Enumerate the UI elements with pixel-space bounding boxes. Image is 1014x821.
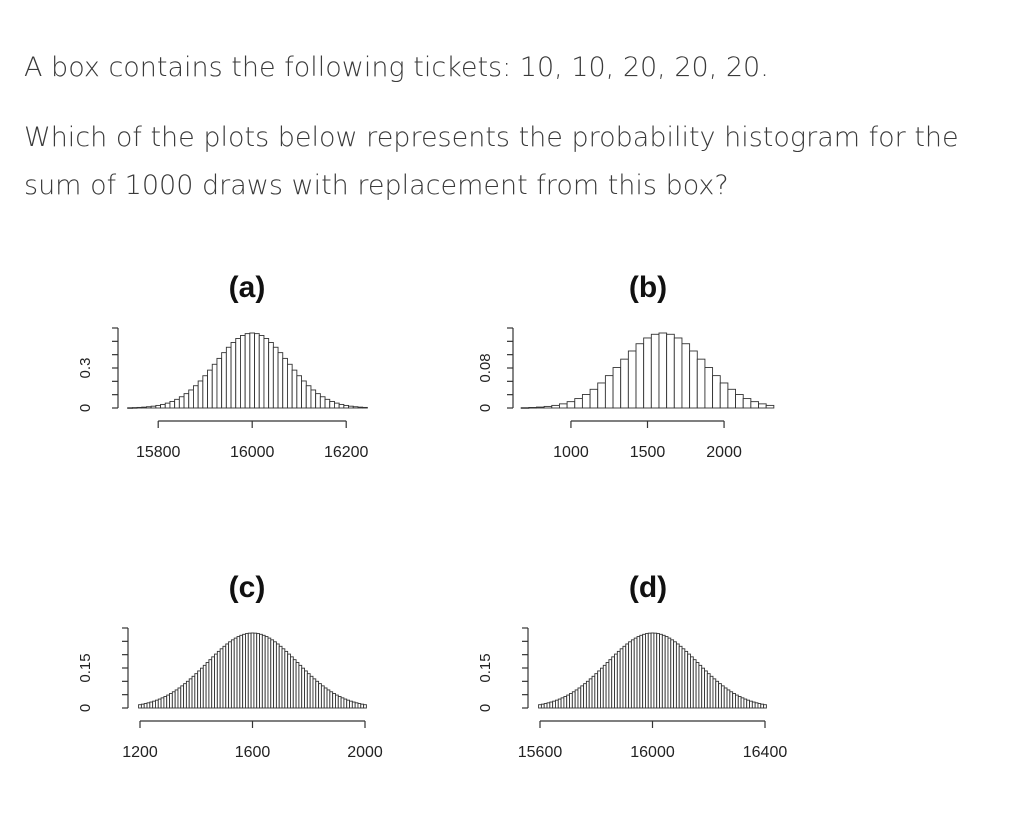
histogram-b-title: (b) xyxy=(628,271,668,304)
histogram-b-svg xyxy=(470,255,810,475)
histogram-bar xyxy=(306,386,311,408)
histogram-bar xyxy=(644,338,652,408)
histogram-bar xyxy=(297,376,302,408)
histogram-bar xyxy=(165,403,170,408)
y-tick-label: 0.08 xyxy=(477,353,494,383)
histogram-bar xyxy=(590,389,598,408)
histogram-bar xyxy=(269,342,274,408)
histogram-panel-c xyxy=(60,555,400,775)
y-tick-label: 0 xyxy=(77,703,94,713)
histogram-bar xyxy=(575,399,583,408)
histogram-c-title: (c) xyxy=(228,571,266,604)
histogram-a-title: (a) xyxy=(228,271,266,304)
histogram-bar xyxy=(236,338,241,408)
histogram-bar xyxy=(255,334,260,408)
histogram-bar xyxy=(193,386,198,408)
histogram-bar xyxy=(283,358,288,408)
histogram-bar xyxy=(529,407,537,408)
histogram-bar xyxy=(713,376,721,408)
histogram-bar xyxy=(311,390,316,408)
histogram-bar xyxy=(743,399,751,408)
histogram-bar xyxy=(320,397,325,408)
histogram-bar xyxy=(325,399,330,408)
histogram-panel-d xyxy=(470,555,810,775)
histogram-bar xyxy=(552,405,560,408)
histogram-bar xyxy=(151,406,156,408)
x-tick-label: 1500 xyxy=(629,444,666,461)
x-tick-label: 16000 xyxy=(630,744,675,761)
histogram-c-bars xyxy=(139,633,367,708)
histogram-bar xyxy=(170,401,175,408)
histogram-bar xyxy=(559,404,567,408)
histogram-bar xyxy=(349,406,354,408)
histogram-bar xyxy=(363,407,368,408)
histogram-bar xyxy=(736,395,744,409)
histogram-bar xyxy=(179,397,184,408)
histogram-bar xyxy=(344,405,349,408)
x-tick-label: 1200 xyxy=(122,744,158,761)
histogram-bar xyxy=(273,347,278,408)
histogram-b-bars xyxy=(521,333,774,408)
histogram-a-bars xyxy=(128,333,368,408)
histogram-panel-b xyxy=(470,255,810,475)
histogram-bar xyxy=(697,359,705,408)
histogram-bar xyxy=(198,381,203,408)
histogram-bar xyxy=(330,401,335,408)
histogram-bar xyxy=(621,359,629,408)
histogram-bar xyxy=(521,408,529,409)
histogram-bar xyxy=(287,364,292,408)
histogram-c-svg xyxy=(60,555,400,775)
y-tick-label: 0 xyxy=(77,403,94,413)
x-tick-label: 2000 xyxy=(347,744,383,761)
histogram-bar xyxy=(613,368,621,408)
histogram-bar xyxy=(353,407,358,408)
histogram-bar xyxy=(240,335,245,408)
x-tick-label: 16000 xyxy=(229,444,275,461)
histogram-d-bars xyxy=(539,633,767,708)
histogram-bar xyxy=(628,351,636,408)
x-tick-label: 16200 xyxy=(323,444,369,461)
histogram-bar xyxy=(203,376,208,408)
histogram-bar xyxy=(132,408,137,409)
y-tick-label: 0 xyxy=(477,403,494,413)
histogram-bar xyxy=(358,407,363,408)
histogram-bar xyxy=(720,383,728,408)
x-tick-label: 1000 xyxy=(553,444,589,461)
histogram-bar xyxy=(245,334,250,408)
histogram-bar xyxy=(316,394,321,408)
histogram-bar xyxy=(128,408,133,409)
histogram-bar xyxy=(759,404,767,408)
histogram-bar xyxy=(667,334,675,408)
histogram-bar xyxy=(705,368,713,408)
x-tick-label: 15600 xyxy=(517,744,563,761)
histogram-panel-a xyxy=(60,255,400,475)
histogram-bar xyxy=(764,705,767,708)
histogram-bar xyxy=(278,353,283,408)
histogram-bar xyxy=(536,407,544,408)
histogram-d-svg xyxy=(470,555,810,775)
histogram-bar xyxy=(156,405,161,408)
histogram-bar xyxy=(142,407,147,408)
y-tick-label: 0 xyxy=(477,703,494,713)
histogram-bar xyxy=(636,344,644,408)
histogram-bar xyxy=(567,402,575,408)
histogram-a-svg xyxy=(60,255,400,475)
histogram-bar xyxy=(264,338,269,408)
x-tick-label: 16400 xyxy=(742,744,788,761)
y-tick-label: 0.15 xyxy=(77,653,94,683)
histogram-bar xyxy=(544,406,552,408)
histogram-bar xyxy=(651,334,659,408)
histogram-bar xyxy=(292,370,297,408)
y-tick-label: 0.3 xyxy=(77,357,94,379)
y-tick-label: 0.15 xyxy=(477,653,494,683)
histogram-bar xyxy=(222,353,227,408)
histogram-bar xyxy=(231,342,236,408)
histogram-bar xyxy=(690,351,698,408)
histogram-bar xyxy=(146,407,151,408)
histogram-bar xyxy=(364,705,367,708)
histogram-bar xyxy=(184,394,189,408)
histogram-bar xyxy=(751,402,759,408)
histogram-bar xyxy=(728,389,736,408)
histogram-bar xyxy=(605,376,613,408)
question-line-1: A box contains the following tickets: 10, 10, 20, 20, 20. xyxy=(24,52,769,83)
histogram-bar xyxy=(137,407,142,408)
question-line-2: Which of the plots below represents the probability histogram for the sum of 1000 draws with replacement from this box? xyxy=(24,122,959,201)
histogram-bar xyxy=(250,333,255,408)
x-tick-label: 15800 xyxy=(135,444,181,461)
histogram-bar xyxy=(189,390,194,408)
histogram-bar xyxy=(766,405,774,408)
histogram-bar xyxy=(598,383,606,408)
histogram-bar xyxy=(302,381,307,408)
histogram-bar xyxy=(212,364,217,408)
histogram-bar xyxy=(339,404,344,408)
histogram-bar xyxy=(334,403,339,408)
histogram-bar xyxy=(226,347,231,408)
histogram-bar xyxy=(175,399,180,408)
histogram-d-title: (d) xyxy=(628,571,668,604)
histogram-bar xyxy=(682,344,690,408)
histogram-bar xyxy=(582,395,590,409)
histogram-bar xyxy=(208,370,213,408)
histogram-bar xyxy=(161,404,166,408)
histogram-bar xyxy=(674,338,682,408)
x-tick-label: 2000 xyxy=(706,444,742,461)
x-tick-label: 1600 xyxy=(234,744,271,761)
histogram-bar xyxy=(259,335,264,408)
histogram-bar xyxy=(659,333,667,408)
histogram-bar xyxy=(217,358,222,408)
